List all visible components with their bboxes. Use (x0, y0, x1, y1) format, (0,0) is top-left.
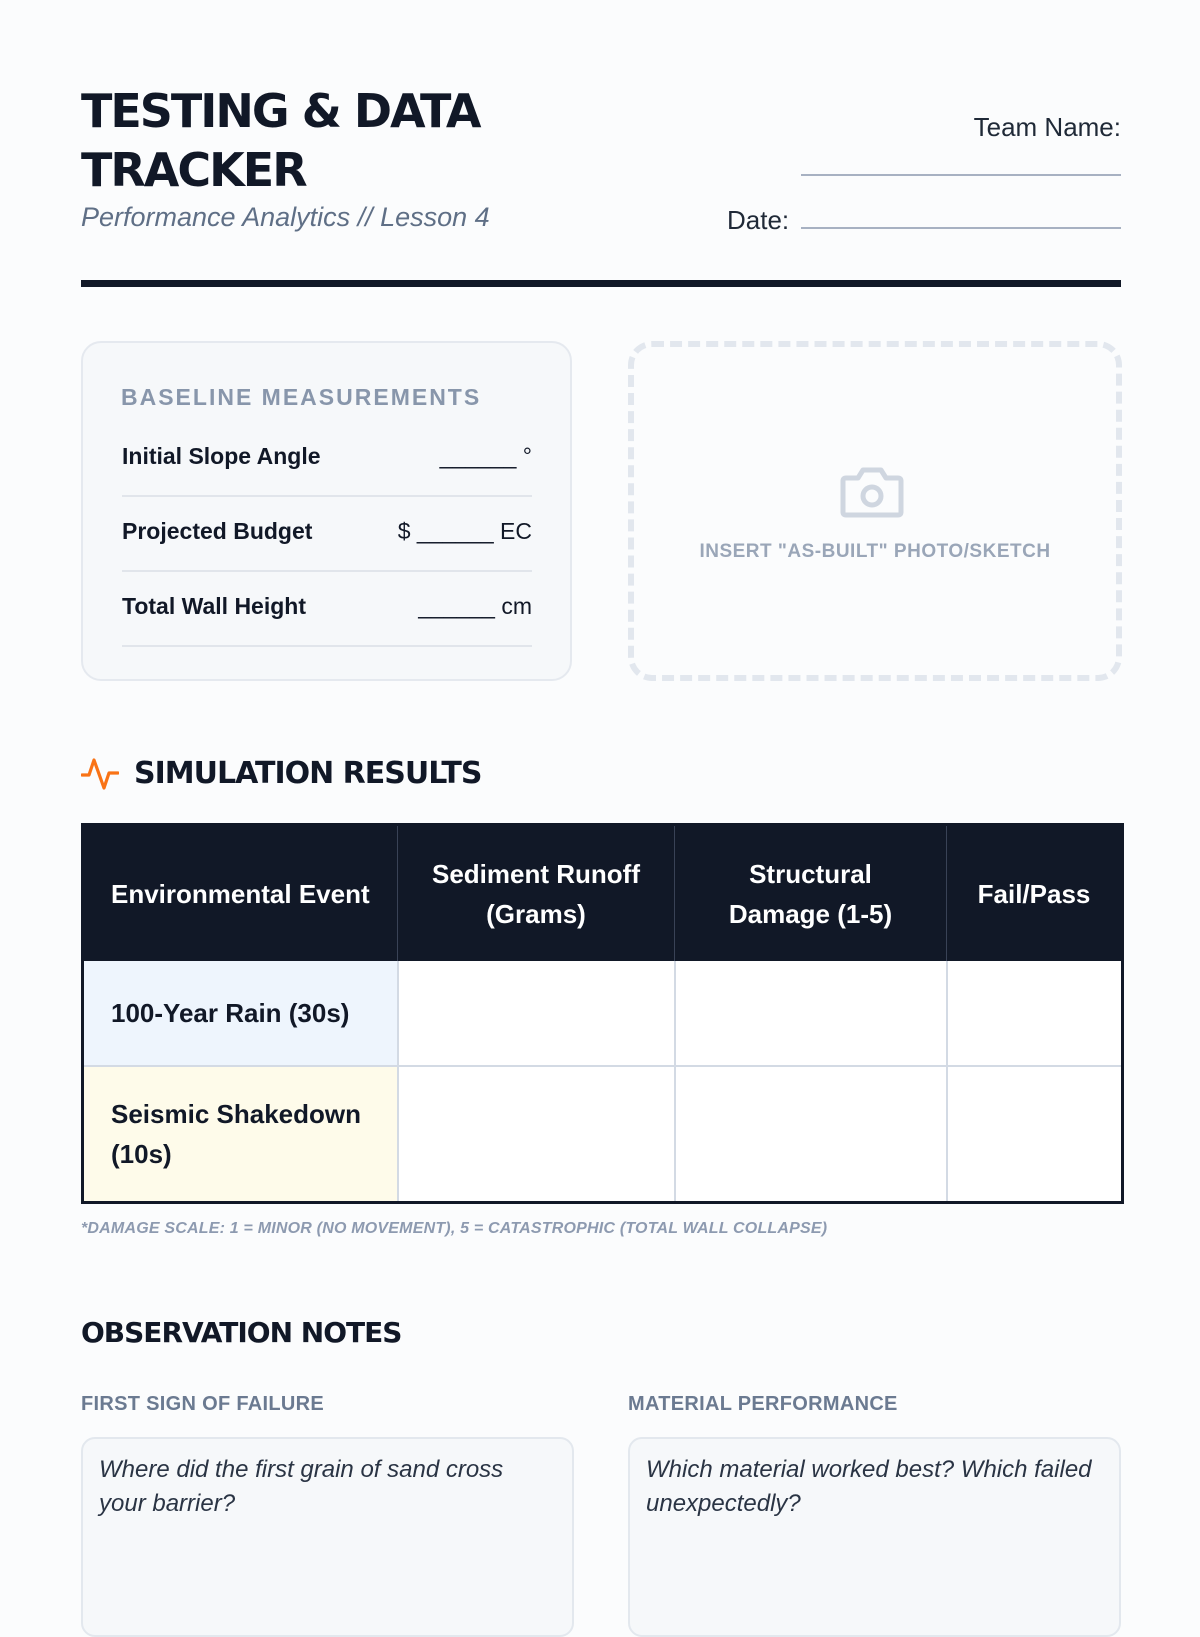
team-name-field[interactable] (801, 174, 1121, 176)
column-header-result: Fail/Pass (947, 825, 1123, 962)
material-notes-field[interactable]: Which material worked best? Which failed unexpectedly? (628, 1437, 1121, 1637)
failure-notes-field[interactable]: Where did the first grain of sand cross your barrier? (81, 1437, 574, 1637)
measure-row-budget (122, 496, 532, 572)
runoff-cell[interactable] (398, 961, 675, 1066)
date-field[interactable] (801, 227, 1121, 229)
wall-height-field[interactable]: ______ cm (418, 593, 532, 619)
slope-angle-field[interactable]: ______ ° (439, 443, 532, 469)
damage-cell[interactable] (675, 1066, 947, 1203)
results-table (81, 823, 1124, 1204)
measure-label: Initial Slope Angle (122, 443, 321, 469)
worksheet-page (81, 0, 1121, 1600)
page-title: TESTING & DATA TRACKER (81, 84, 480, 197)
date-label: Date: (727, 205, 790, 235)
budget-field[interactable]: $ ______ EC (397, 518, 532, 544)
note-label-failure: FIRST SIGN OF FAILURE (81, 1393, 324, 1415)
observation-heading: OBSERVATION NOTES (81, 1316, 402, 1349)
simulation-heading: SIMULATION RESULTS (134, 756, 482, 791)
pulse-icon (81, 754, 119, 792)
column-header-runoff: Sediment Runoff (Grams) (398, 825, 675, 962)
result-cell[interactable] (947, 961, 1123, 1066)
column-header-damage: Structural Damage (1-5) (675, 825, 947, 962)
measure-row-slope (122, 421, 532, 497)
note-label-material: MATERIAL PERFORMANCE (628, 1393, 898, 1415)
table-row (83, 1066, 1123, 1203)
result-cell[interactable] (947, 1066, 1123, 1203)
column-header-event: Environmental Event (83, 825, 398, 962)
measure-label: Projected Budget (122, 518, 313, 544)
measure-row-height (122, 571, 532, 647)
header-divider (81, 280, 1121, 287)
measure-label: Total Wall Height (122, 593, 306, 619)
team-name-label: Team Name: (973, 112, 1121, 142)
table-header-row (83, 825, 1123, 962)
photo-label: INSERT "AS-BUILT" PHOTO/SKETCH (699, 541, 1051, 562)
event-cell-seismic: Seismic Shakedown (10s) (83, 1066, 398, 1203)
page-subtitle: Performance Analytics // Lesson 4 (81, 202, 490, 232)
runoff-cell[interactable] (398, 1066, 675, 1203)
camera-icon (840, 466, 904, 518)
damage-cell[interactable] (675, 961, 947, 1066)
baseline-title: BASELINE MEASUREMENTS (121, 384, 482, 410)
event-cell-rain: 100-Year Rain (30s) (83, 961, 398, 1066)
table-row (83, 961, 1123, 1066)
damage-scale-note: *DAMAGE SCALE: 1 = MINOR (NO MOVEMENT), 5 = CATASTROPHIC (TOTAL WALL COLLAPSE) (81, 1220, 828, 1237)
